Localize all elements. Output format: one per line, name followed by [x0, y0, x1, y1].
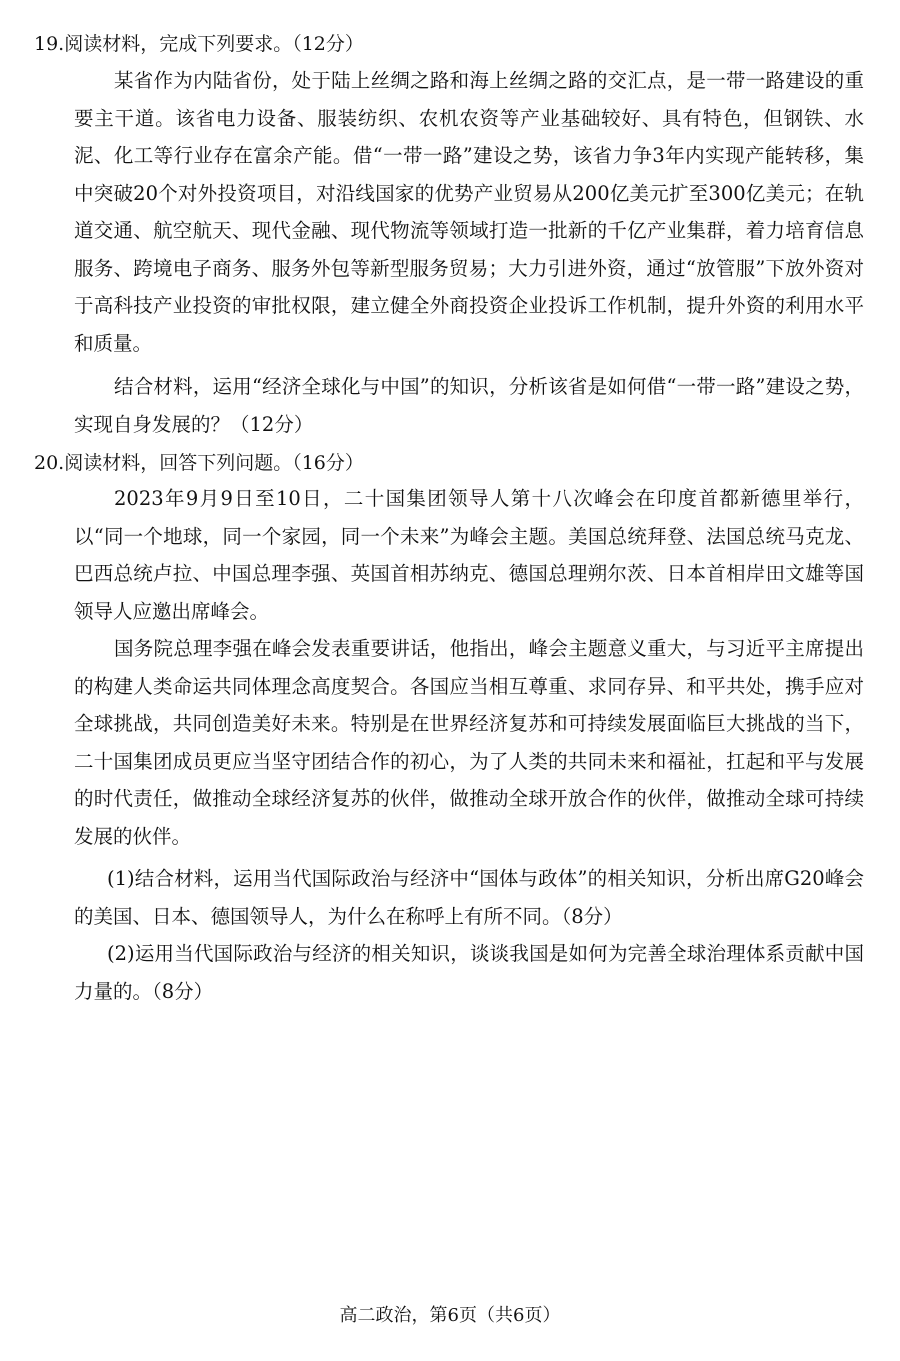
question-20-subquestion-2: (2)运用当代国际政治与经济的相关知识，谈谈我国是如何为完善全球治理体系贡献中国力量的。（8分） — [74, 942, 864, 1003]
page-footer: 高二政治，第6页（共6页） — [339, 1305, 561, 1326]
question-19-title: 19.阅读材料，完成下列要求。（12分） — [34, 33, 364, 55]
question-20-material-paragraph-2: 国务院总理李强在峰会发表重要讲话，他指出，峰会主题意义重大，与习近平主席提出的构建人类命运共同体理念高度契合。各国应当相互尊重、求同存异、和平共处，携手应对全球挑战，共同创造美好未来。特别是在世界经济复苏和可持续发展面临巨大挑战的当下，二十国集团成员更应当坚守团结合作的初心，为了人类的共同未来和福祉，扛起和平与发展的时代责任，做推动全球经济复苏的伙伴，做推动全球开放合作的伙伴，做推动全球可持续发展的伙伴。 — [74, 637, 864, 848]
question-19-prompt: 结合材料，运用“经济全球化与中国”的知识，分析该省是如何借“一带一路”建设之势，实现自身发展的？（12分） — [74, 375, 864, 436]
question-20-subquestion-1: (1)结合材料，运用当代国际政治与经济中“国体与政体”的相关知识，分析出席G20峰会的美国、日本、德国领导人，为什么在称呼上有所不同。（8分） — [74, 867, 864, 928]
question-20-title: 20.阅读材料，回答下列问题。（16分） — [34, 452, 364, 474]
question-20-material-paragraph-1: 2023年9月9日至10日，二十国集团领导人第十八次峰会在印度首都新德里举行，以“同一个地球，同一个家园，同一个未来”为峰会主题。美国总统拜登、法国总统马克龙、巴西总统卢拉、中国总理李强、英国首相苏纳克、德国总理朔尔茨、日本首相岸田文雄等国领导人应邀出席峰会。 — [74, 487, 864, 623]
question-19-material: 某省作为内陆省份，处于陆上丝绸之路和海上丝绸之路的交汇点，是一带一路建设的重要主干道。该省电力设备、服装纺织、农机农资等产业基础较好、具有特色，但钢铁、水泥、化工等行业存在富余产能。借“一带一路”建设之势，该省力争3年内实现产能转移，集中突破20个对外投资项目，对沿线国家的优势产业贸易从200亿美元扩至300亿美元；在轨道交通、航空航天、现代金融、现代物流等领域打造一批新的千亿产业集群，着力培育信息服务、跨境电子商务、服务外包等新型服务贸易；大力引进外资，通过“放管服”下放外资对于高科技产业投资的审批权限，建立健全外商投资企业投诉工作机制，提升外资的利用水平和质量。 — [74, 69, 864, 355]
